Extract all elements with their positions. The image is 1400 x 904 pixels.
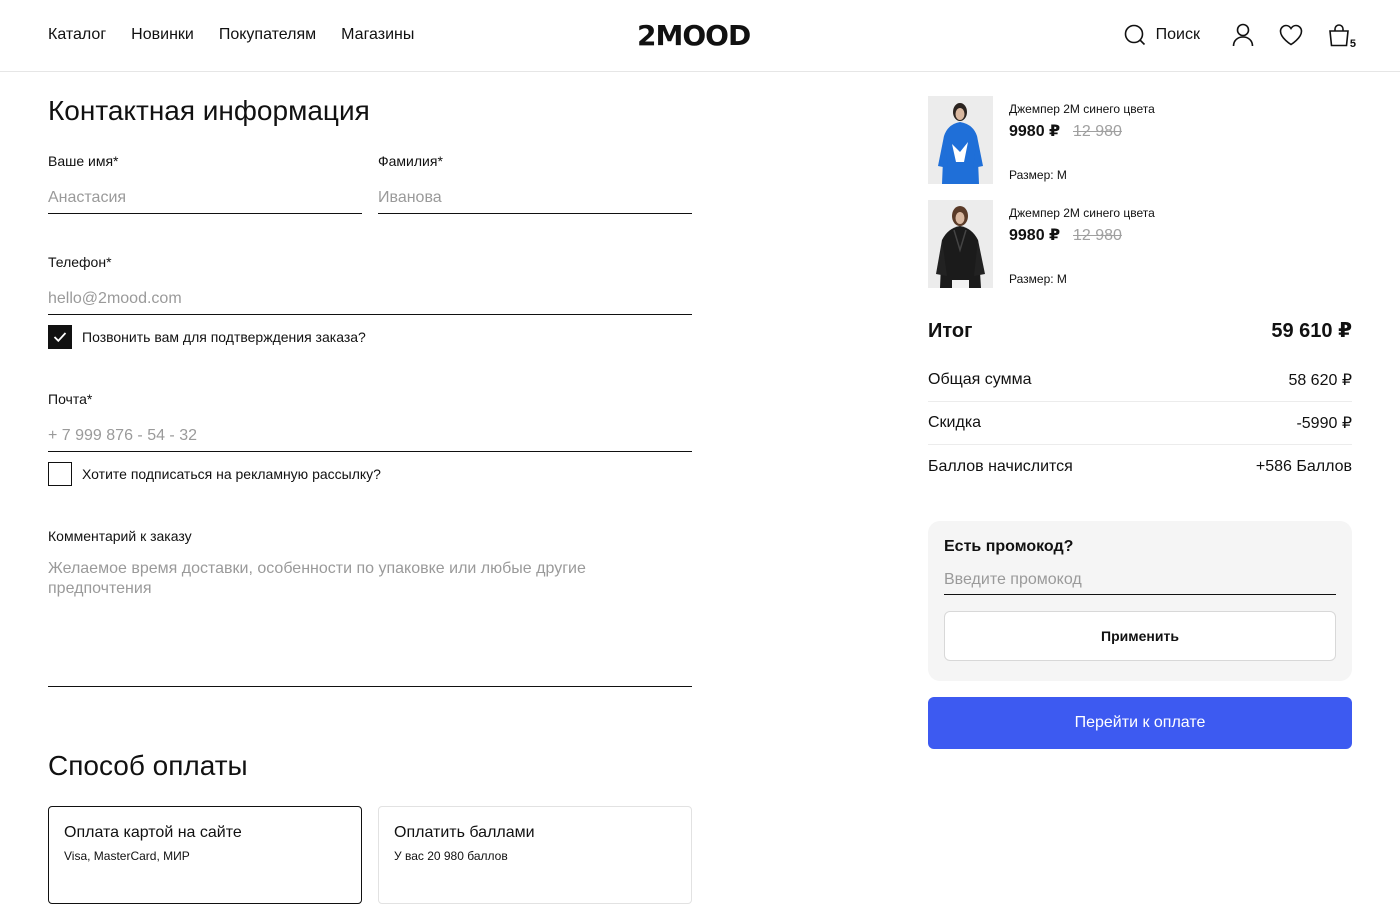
main-nav [48, 24, 414, 46]
apply-promo-button[interactable]: Применить [944, 611, 1336, 661]
payment-title: Способ оплаты [48, 750, 248, 781]
favorites-button[interactable] [1278, 22, 1304, 48]
nav-stores[interactable]: Магазины [341, 26, 415, 43]
newsletter-checkbox[interactable] [48, 462, 381, 486]
product-size: Размер: M [1009, 272, 1067, 286]
search-button[interactable] [1124, 24, 1200, 46]
cart-item [928, 200, 1352, 288]
phone-field [48, 253, 692, 315]
payment-option-title: Оплата картой на сайте [64, 824, 242, 841]
phone-label: Телефон* [48, 254, 112, 270]
product-size: Размер: M [1009, 168, 1067, 182]
heart-icon [1279, 24, 1303, 46]
cart-count-badge: 5 [1349, 38, 1356, 50]
checkbox-checked[interactable] [48, 325, 72, 349]
nav-catalog[interactable]: Каталог [48, 26, 107, 43]
promo-panel [928, 521, 1352, 681]
payment-option-subtitle: У вас 20 980 баллов [394, 849, 508, 863]
last-name-field [378, 152, 692, 214]
email-field [48, 390, 692, 452]
search-label: Поиск [1155, 26, 1200, 43]
last-name-label: Фамилия* [378, 153, 443, 169]
comment-label: Комментарий к заказу [48, 528, 192, 544]
header-actions [1124, 22, 1356, 50]
promo-input[interactable] [944, 565, 1336, 595]
account-button[interactable] [1230, 22, 1256, 48]
summary-value: +586 Баллов [1255, 457, 1352, 475]
checkout-button[interactable]: Перейти к оплате [928, 697, 1352, 749]
first-name-input[interactable] [48, 182, 362, 214]
product-name[interactable]: Джемпер 2M синего цвета [1009, 102, 1155, 116]
search-icon [1124, 24, 1146, 46]
site-header [0, 0, 1400, 72]
promo-title: Есть промокод? [944, 538, 1074, 555]
call-confirm-checkbox[interactable] [48, 325, 366, 349]
summary-label: Баллов начислится [928, 457, 1073, 475]
nav-customers[interactable]: Покупателям [218, 26, 317, 43]
summary-row-discount [928, 402, 1352, 445]
product-image[interactable] [928, 96, 993, 184]
nav-new[interactable]: Новинки [131, 26, 194, 43]
summary-value: 58 620 ₽ [1288, 372, 1352, 389]
payment-option-card[interactable] [48, 806, 362, 904]
contact-title: Контактная информация [48, 95, 370, 126]
summary-label: Скидка [928, 414, 982, 431]
last-name-input[interactable] [378, 182, 692, 214]
checkbox-unchecked[interactable] [48, 462, 72, 486]
product-price: 9980 ₽ [1009, 123, 1061, 140]
total-value: 59 610 ₽ [1271, 320, 1352, 342]
comment-field [48, 527, 692, 687]
logo[interactable]: 2MOOD [637, 19, 751, 52]
product-name[interactable]: Джемпер 2M синего цвета [1009, 206, 1155, 220]
payment-option-subtitle: Visa, MasterCard, МИР [64, 849, 190, 863]
summary-label: Общая сумма [928, 371, 1032, 388]
product-old-price: 12 980 [1073, 227, 1122, 244]
comment-textarea[interactable] [48, 559, 692, 687]
phone-input[interactable] [48, 283, 692, 315]
payment-option-title: Оплатить баллами [394, 824, 535, 841]
newsletter-label: Хотите подписаться на рекламную рассылку? [82, 466, 381, 482]
summary-row-subtotal [928, 359, 1352, 402]
cart-item [928, 96, 1352, 184]
payment-option-points[interactable] [378, 806, 692, 904]
user-icon [1232, 23, 1254, 47]
product-price: 9980 ₽ [1009, 227, 1061, 244]
summary-row-points [928, 445, 1352, 488]
first-name-field [48, 152, 362, 214]
order-total [928, 318, 1352, 344]
email-input[interactable] [48, 420, 692, 452]
cart-button[interactable] [1326, 22, 1356, 50]
check-icon [53, 331, 67, 343]
call-confirm-label: Позвонить вам для подтверждения заказа? [82, 329, 366, 345]
shopping-bag-icon [1328, 23, 1350, 47]
summary-value: -5990 ₽ [1296, 415, 1352, 432]
first-name-label: Ваше имя* [48, 153, 119, 169]
product-old-price: 12 980 [1073, 123, 1122, 140]
total-label: Итог [928, 320, 973, 342]
email-label: Почта* [48, 391, 93, 407]
product-image[interactable] [928, 200, 993, 288]
